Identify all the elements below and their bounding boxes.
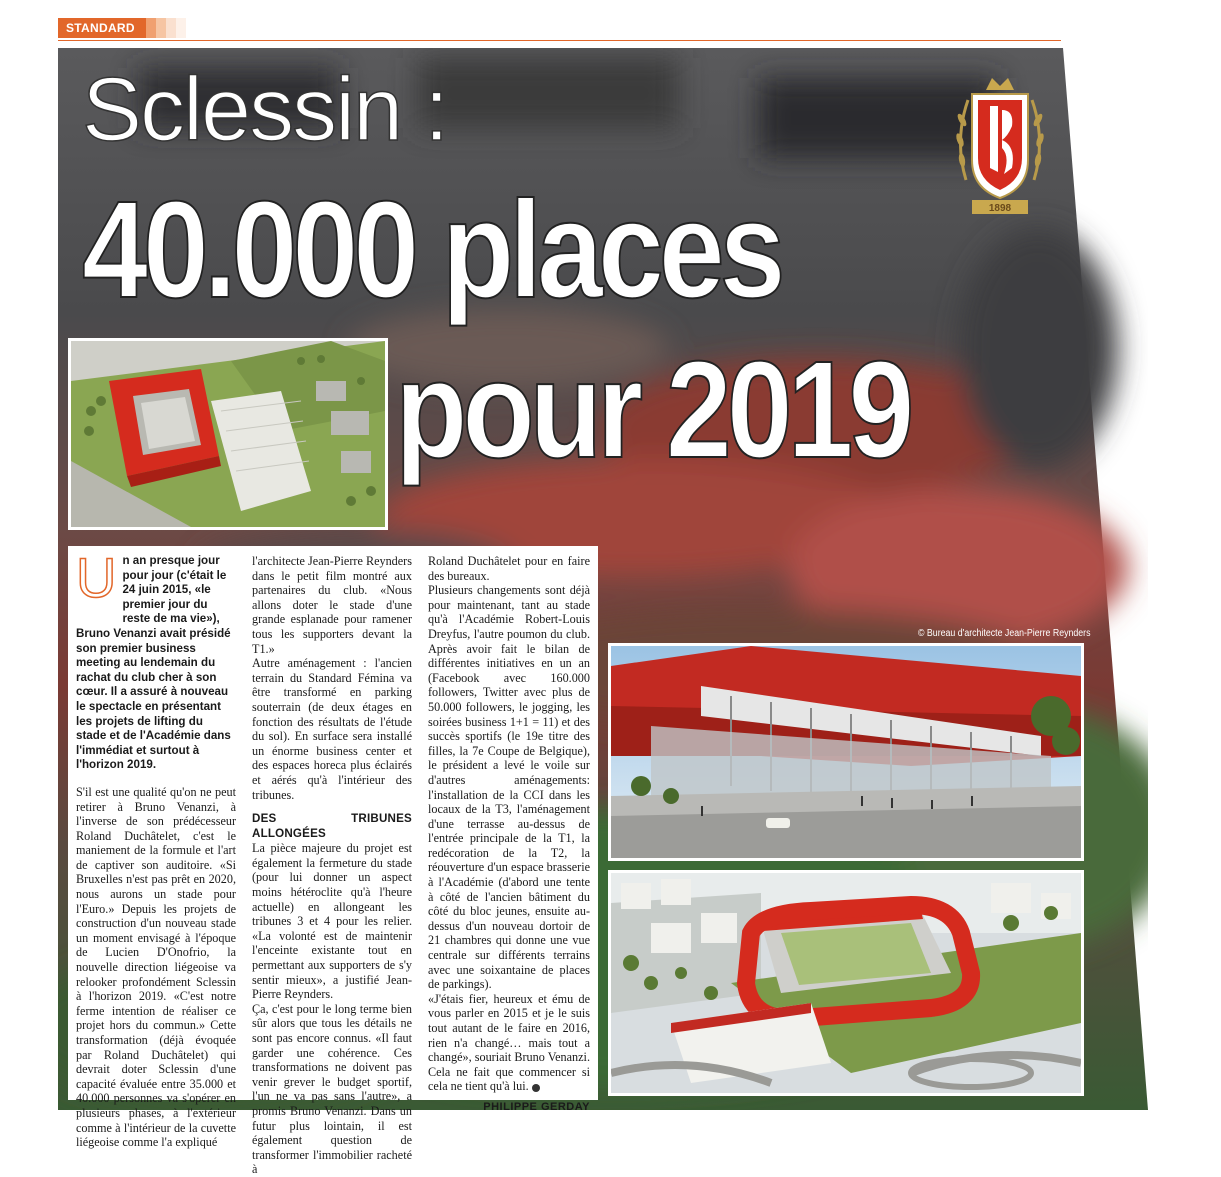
section-tag-decoration: [146, 18, 186, 38]
author-signature: PHILIPPE GERDAY: [483, 1100, 590, 1113]
stadium-aerial-rendering: [608, 870, 1084, 1096]
header-rule: [58, 40, 1061, 41]
headline-line-3: pour 2019: [395, 333, 910, 487]
crest-year: 1898: [988, 203, 1012, 214]
article-body: [68, 546, 598, 1177]
headline-line-1: Sclessin :: [82, 60, 448, 160]
article-subhead: DES TRIBUNES ALLONGÉES: [252, 812, 412, 840]
article-paragraph: Autre aménagement : l'ancien terrain du Standard Fémina va être transformé en parking souterrain (de deux étages en fonction des résultats de l'étude du sol). En surface sera installé un énorme business center et des espaces horeca plus éclairés et aérés qu'à l'intérieur des tribunes.: [252, 656, 412, 802]
article-paragraph: [428, 992, 590, 1094]
esplanade-rendering: [608, 643, 1084, 861]
photo-credit: © Bureau d'architecte Jean-Pierre Reynders: [918, 628, 1091, 639]
article-column-3: [428, 554, 590, 1115]
article-column-1: [76, 546, 236, 1150]
article-lead: n an presque jour pour jour (c'était le 24 juin 2015, «le premier jour du reste de ma vie»), Bruno Venanzi avait présidé son premier business meeting au lendemain du rachat du club cher à son cœur. Il a assuré à nouveau le spectacle en présentant les projets de lifting du stade et de l'Académie dans l'immédiat et surtout à l'horizon 2019.: [76, 554, 231, 772]
headline-line-2: 40.000 places: [82, 173, 781, 327]
article-paragraph: l'architecte Jean-Pierre Reynders dans le petit film montré aux partenaires du club. «Nous allons doter le stade d'une grande esplanade pour ramener tous les supporters devant la T1.»: [252, 554, 412, 656]
aerial-site-rendering: [68, 338, 388, 530]
article-paragraph: Plusieurs changements sont déjà pour maintenant, tant au stade qu'à l'Académie Robert-Louis Dreyfus, l'autre poumon du club. Après avoir fait le bilan de différentes initiatives en un an (Facebook avec 160.000 followers, Twitter avec plus de 50.000 followers, le jogging, les soirées business 1+1 = 11) et des succès sportifs (le 19e titre des filles, la 7e Coupe de Belgique), le président a levé le voile sur d'autres aménagements: l'installation de la CCI dans les locaux de la T3, l'aménagement d'une terrasse au-dessus de l'entrée principale de la T1, la redécoration de la T2, la réouverture d'un espace brasserie à l'Académie (d'abord une tente à côté de l'ancien bâtiment du côté du bloc jeunes, ensuite au-dessus d'un nouveau dortoir de 21 chambres qui donne une vue centrale sur différents terrains avec une soixantaine de places de parkings).: [428, 583, 590, 992]
article-paragraph: Ça, c'est pour le long terme bien sûr alors que tous les détails ne sont pas encore connus. «Il faut garder une cohérence. Ces transformations ne doivent pas venir grever le budget sportif, l'un ne va pas sans l'autre», a promis Bruno Venanzi. Dans un futur plus lointain, il est également question de transformer l'immobilier racheté à: [252, 1001, 412, 1177]
article-paragraph: Roland Duchâtelet pour en faire des bureaux.: [428, 554, 590, 583]
dropcap: U: [76, 546, 117, 609]
club-crest-logo: [950, 60, 1050, 220]
article-column-2: [252, 554, 412, 1177]
article-paragraph: La pièce majeure du projet est également la fermeture du stade (pour lui donner un aspect moins hétéroclite qu'à l'heure actuelle) en allongeant les tribunes 3 et 4 pour les relier. «La volonté est de maintenir l'enceinte existante tout en permettant aux supporters de s'y sentir mieux», a justifié Jean-Pierre Reynders.: [252, 841, 412, 1002]
article-paragraph: S'il est une qualité qu'on ne peut retirer à Bruno Venanzi, à l'inverse de son prédécesseur Roland Duchâtelet, c'est le maniement de la formule et l'art de captiver son auditoire. «Si Bruxelles n'est pas prêt en 2020, nous aurons un stade pour l'Euro.» Depuis les projets de construction d'un nouveau stade un moment envisagé à l'époque de Lucien D'Onofrio, la nouvelle direction liégeoise va relooker profondément Sclessin à l'horizon 2019. «C'est notre ferme intention de réaliser ce projet hors du commun.» Cette transformation (déjà évoquée par Roland Duchâtelet) qui devrait doter Sclessin d'une capacité évaluée entre 35.000 et 40.000 personnes va s'opérer en plusieurs phases, à l'extérieur comme à l'intérieur de la cuvette liégeoise comme l'a expliqué: [76, 784, 236, 1150]
end-of-article-icon: [532, 1084, 540, 1092]
section-tag: STANDARD: [58, 18, 153, 38]
article-quote: «J'étais fier, heureux et ému de vous parler en 2015 et je le suis tout autant de le faire en 2016, rien n'a changé… mais tout a changé», souriait Bruno Venanzi. Cela ne fait que commencer si cela ne tient qu'à lui.: [428, 991, 590, 1094]
